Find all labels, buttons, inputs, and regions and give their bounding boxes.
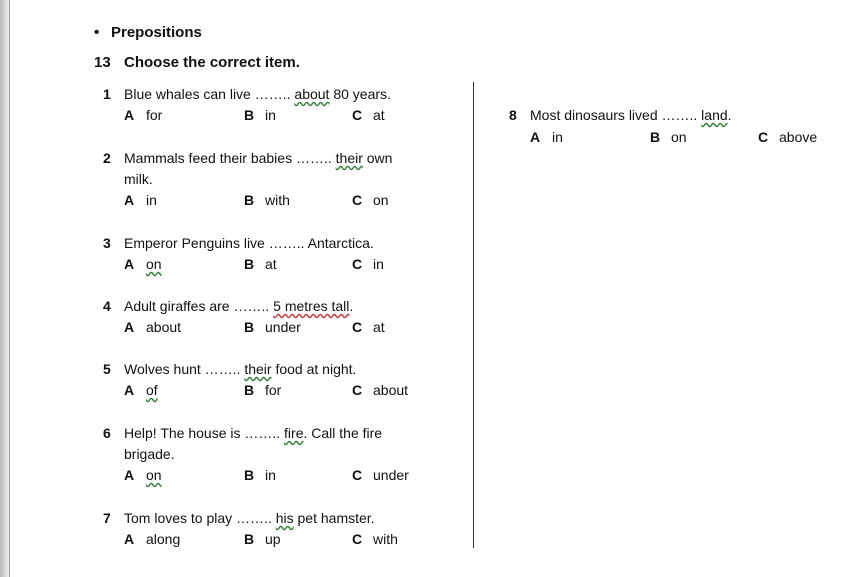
question-number: 6 <box>103 425 111 441</box>
options-row <box>124 380 424 401</box>
option-b[interactable]: B under <box>244 319 301 335</box>
question-1 <box>103 84 424 126</box>
option-a[interactable]: A on <box>124 467 162 483</box>
bullet-icon: • <box>94 24 100 41</box>
question-text: Blue whales can live …….. about 80 years. <box>124 86 391 102</box>
option-c[interactable]: C with <box>352 531 398 547</box>
question-2 <box>103 148 424 211</box>
exercise-heading <box>94 54 300 71</box>
question-number: 8 <box>509 107 517 123</box>
question-text: Adult giraffes are …….. 5 metres tall. <box>124 298 354 314</box>
question-number: 5 <box>103 361 111 377</box>
option-c[interactable]: C above <box>758 129 818 145</box>
option-c[interactable]: C on <box>352 192 389 208</box>
section-heading-text: Prepositions <box>111 24 202 41</box>
option-c[interactable]: C in <box>352 256 384 272</box>
option-c[interactable]: C at <box>352 319 385 335</box>
options-row <box>124 105 424 126</box>
section-heading <box>94 24 202 41</box>
option-b[interactable]: B in <box>244 467 276 483</box>
question-number: 1 <box>103 86 111 102</box>
question-number: 4 <box>103 298 111 314</box>
page-edge <box>9 0 10 577</box>
question-4 <box>103 296 424 338</box>
question-5 <box>103 359 424 401</box>
page-gutter <box>0 0 9 577</box>
option-c[interactable]: C under <box>352 467 409 483</box>
option-b[interactable]: B at <box>244 256 277 272</box>
options-row <box>124 465 424 486</box>
question-8 <box>509 105 850 148</box>
option-b[interactable]: B up <box>244 531 281 547</box>
question-text-continued: brigade. <box>124 446 175 462</box>
question-7 <box>103 508 424 550</box>
option-a[interactable]: A in <box>530 129 563 145</box>
options-row <box>124 190 424 211</box>
question-3 <box>103 233 424 275</box>
question-text: Emperor Penguins live …….. Antarctica. <box>124 235 374 251</box>
question-text: Tom loves to play …….. his pet hamster. <box>124 510 375 526</box>
options-row <box>530 127 850 148</box>
question-text: Help! The house is …….. fire. Call the fire <box>124 425 383 441</box>
option-c[interactable]: C about <box>352 382 409 398</box>
options-row <box>124 254 424 275</box>
option-a[interactable]: A of <box>124 382 158 398</box>
option-a[interactable]: A along <box>124 531 181 547</box>
question-text: Most dinosaurs lived …….. land. <box>530 107 732 123</box>
option-a[interactable]: A about <box>124 319 182 335</box>
question-text-continued: milk. <box>124 171 153 187</box>
option-b[interactable]: B on <box>650 129 687 145</box>
question-number: 2 <box>103 150 111 166</box>
option-b[interactable]: B for <box>244 382 282 398</box>
exercise-number: 13 <box>94 54 111 71</box>
exercise-instruction: Choose the correct item. <box>124 54 300 71</box>
option-a[interactable]: A for <box>124 107 163 123</box>
question-text: Wolves hunt …….. their food at night. <box>124 361 357 377</box>
question-text: Mammals feed their babies …….. their own <box>124 150 393 166</box>
option-b[interactable]: B with <box>244 192 290 208</box>
option-b[interactable]: B in <box>244 107 276 123</box>
question-number: 7 <box>103 510 111 526</box>
question-number: 3 <box>103 235 111 251</box>
option-a[interactable]: A in <box>124 192 157 208</box>
option-a[interactable]: A on <box>124 256 162 272</box>
options-row <box>124 529 424 550</box>
column-divider <box>473 82 474 548</box>
option-c[interactable]: C at <box>352 107 385 123</box>
question-6 <box>103 423 424 486</box>
options-row <box>124 317 424 338</box>
